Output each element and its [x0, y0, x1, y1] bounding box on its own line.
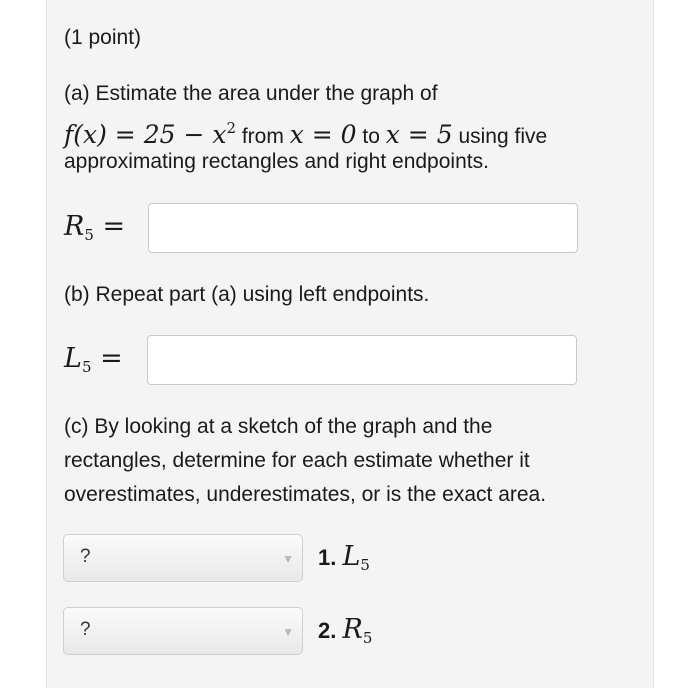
select-l5-value: ? — [80, 546, 91, 567]
part-a-line3: approximating rectangles and right endpoints. — [64, 150, 489, 173]
r5-label: $R_5$ = — [64, 211, 126, 244]
r5-input[interactable] — [148, 203, 578, 253]
using-five: using five — [458, 125, 548, 148]
chevron-down-icon: ▼ — [282, 552, 294, 566]
part-c-line3: overestimates, underestimates, or is the exact area. — [64, 483, 547, 506]
select-l5-label: 1. $L_5$ — [318, 541, 370, 574]
lower-bound: x = 0 — [289, 120, 357, 149]
chevron-down-icon: ▼ — [282, 625, 294, 639]
from-word: from — [241, 125, 284, 148]
function-expression: $f(x) = 25 - x^2$ — [64, 119, 236, 149]
select-r5[interactable] — [63, 607, 303, 655]
part-c-line1: (c) By looking at a sketch of the graph and the — [64, 415, 493, 438]
select-l5[interactable] — [63, 534, 303, 582]
l5-label: $L_5$ = — [64, 343, 123, 376]
select-r5-value: ? — [80, 619, 91, 640]
l5-input[interactable] — [147, 335, 577, 385]
select-r5-label: 2. $R_5$ — [318, 614, 373, 647]
points-label: (1 point) — [64, 26, 142, 49]
to-word: to — [362, 125, 380, 148]
part-b-text: (b) Repeat part (a) using left endpoints. — [64, 283, 430, 306]
upper-bound: x = 5 — [385, 120, 453, 149]
part-a-line1: (a) Estimate the area under the graph of — [64, 82, 438, 105]
part-c-line2: rectangles, determine for each estimate whether it — [64, 449, 530, 472]
